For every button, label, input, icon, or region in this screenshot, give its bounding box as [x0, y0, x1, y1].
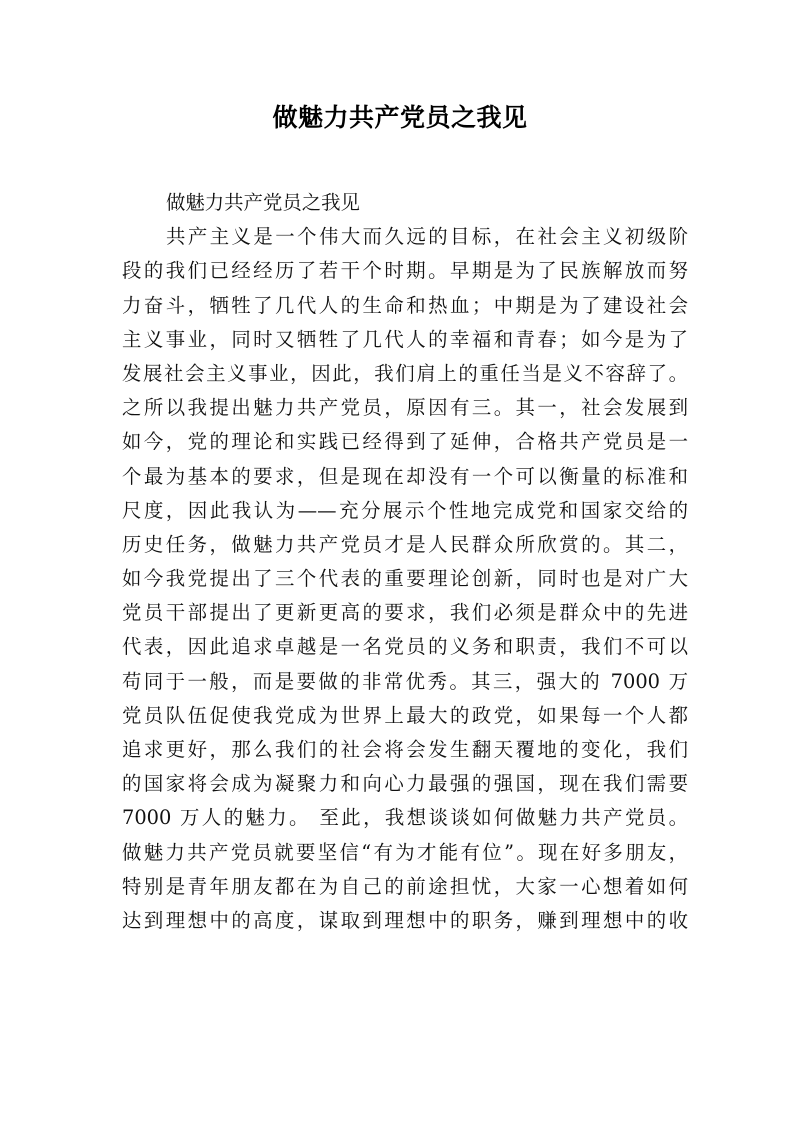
- body-line: 历史任务，做魅力共产党员才是人民群众所欣赏的。其二，: [122, 532, 688, 556]
- body-line: 力奋斗，牺牲了几代人的生命和热血；中期是为了建设社会: [122, 293, 688, 317]
- body-line: 党员干部提出了更新更高的要求，我们必须是群众中的先进: [122, 601, 688, 625]
- body-line: 特别是青年朋友都在为自己的前途担忧，大家一心想着如何: [122, 874, 688, 898]
- body-line: 主义事业，同时又牺牲了几代人的幸福和青春；如今是为了: [122, 327, 688, 351]
- body-line: 达到理想中的高度，谋取到理想中的职务，赚到理想中的收: [122, 908, 688, 932]
- body-line: 做魅力共产党员就要坚信“有为才能有位”。现在好多朋友，: [122, 840, 688, 864]
- body-line: 追求更好，那么我们的社会将会发生翻天覆地的变化，我们: [122, 738, 688, 761]
- body-line: 之所以我提出魅力共产党员，原因有三。其一，社会发展到: [122, 396, 688, 420]
- body-line: 段的我们已经经历了若干个时期。早期是为了民族解放而努: [122, 259, 688, 283]
- body-line: 如今，党的理论和实践已经得到了延伸，合格共产党员是一: [122, 430, 688, 454]
- body-line: 尺度，因此我认为——充分展示个性地完成党和国家交给的: [122, 498, 688, 522]
- body-line: 苟同于一般，而是要做的非常优秀。其三，强大的 7000 万: [122, 669, 688, 693]
- body-line: 如今我党提出了三个代表的重要理论创新，同时也是对广大: [122, 567, 688, 591]
- body-line: 做魅力共产党员之我见: [166, 191, 360, 214]
- body-line: 7000 万人的魅力。 至此，我想谈谈如何做魅力共产党员。: [122, 806, 688, 830]
- body-line: 共产主义是一个伟大而久远的目标，在社会主义初级阶: [166, 225, 688, 249]
- body-line: 发展社会主义事业，因此，我们肩上的重任当是义不容辞了。: [122, 361, 688, 385]
- body-line: 代表，因此追求卓越是一名党员的义务和职责，我们不可以: [122, 635, 688, 659]
- document-title: 做魅力共产党员之我见: [272, 103, 528, 132]
- body-line: 个最为基本的要求，但是现在却没有一个可以衡量的标准和: [122, 464, 688, 488]
- body-line: 党员队伍促使我党成为世界上最大的政党，如果每一个人都: [122, 703, 688, 727]
- body-line: 的国家将会成为凝聚力和向心力最强的强国，现在我们需要: [122, 772, 688, 796]
- document-body: [122, 186, 688, 938]
